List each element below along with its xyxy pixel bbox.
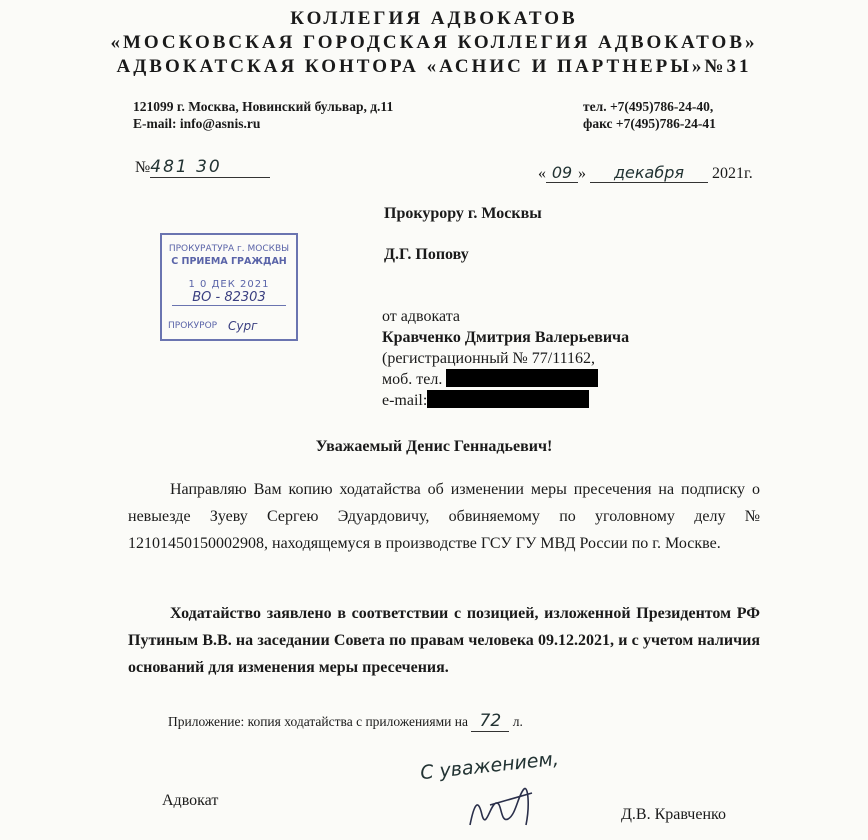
sender-email-label: e-mail: <box>382 392 428 409</box>
header-line-1: КОЛЛЕГИЯ АДВОКАТОВ <box>290 8 578 29</box>
stamp-department: С ПРИЕМА ГРАЖДАН <box>171 256 287 267</box>
redacted-email <box>427 390 589 408</box>
body-paragraph-2: Ходатайство заявлено в соответствии с позицией, изложенной Президентом РФ Путиным В.В. на заседании Совета по правам человека 09.12.2021, и с учетом наличия оснований для изменения меры пресечения. <box>128 605 760 676</box>
outgoing-number <box>135 157 270 178</box>
attachment-pages: 72 <box>471 711 509 732</box>
outgoing-number-value: 481 30 <box>150 157 270 178</box>
header-line-2: «МОСКОВСКАЯ ГОРОДСКАЯ КОЛЛЕГИЯ АДВОКАТОВ» <box>110 32 758 53</box>
office-fax: факс +7(495)786-24-41 <box>583 116 716 131</box>
date-quote-close: » <box>578 165 586 182</box>
sender-phone-row <box>382 369 629 390</box>
office-email: E-mail: info@asnis.ru <box>133 116 261 131</box>
handwritten-signature <box>460 775 550 835</box>
office-phones-block <box>583 98 716 132</box>
outgoing-date <box>538 163 753 183</box>
handwritten-closing: С уважением, <box>419 747 560 785</box>
body-paragraph-1: Направляю Вам копию ходатайства об изменении меры пресечения на подписку о невыезде Зуеву Сергею Эдуардовичу, обвиняемому по уголовному делу № 12101450150002908, находящемуся в производстве ГСУ ГУ МВД России по г. Москве. <box>128 481 760 552</box>
stamp-prosecutor-label: ПРОКУРОР <box>168 321 218 331</box>
recipient-name: Д.Г. Попову <box>384 246 469 263</box>
sender-phone-label: моб. тел. <box>382 371 443 388</box>
stamp-date: 1 0 ДЕК 2021 <box>188 279 270 290</box>
attachment-line <box>168 711 523 732</box>
office-phone: тел. +7(495)786-24-40, <box>583 99 714 114</box>
date-quote-open: « <box>538 165 546 182</box>
stamp-signature: Сург <box>228 319 258 333</box>
attachment-suffix: л. <box>512 714 523 729</box>
signature-name: Д.В. Кравченко <box>621 806 726 823</box>
stamp-registration-number: ВО - 82303 <box>172 290 286 306</box>
sender-intro: от адвоката <box>382 308 460 325</box>
recipient-title: Прокурору г. Москвы <box>384 205 542 222</box>
date-year: 2021г. <box>712 165 753 182</box>
incoming-registration-stamp <box>160 233 298 341</box>
sender-email-row <box>382 390 629 411</box>
office-address-block <box>133 98 393 132</box>
sender-name: Кравченко Дмитрия Валерьевича <box>382 329 630 346</box>
date-day: 09 <box>546 163 578 183</box>
sender-block <box>382 306 629 411</box>
office-address: 121099 г. Москва, Новинский бульвар, д.11 <box>133 99 394 114</box>
redacted-phone <box>446 369 598 387</box>
sender-registration: (регистрационный № 77/11162, <box>382 350 596 367</box>
stamp-office: ПРОКУРАТУРА г. МОСКВЫ <box>168 244 290 254</box>
signature-role: Адвокат <box>162 792 219 809</box>
attachment-prefix: Приложение: копия ходатайства с приложениями на <box>168 714 468 729</box>
number-prefix: № <box>135 159 151 176</box>
salutation: Уважаемый Денис Геннадьевич! <box>315 438 553 455</box>
date-month: декабря <box>590 163 708 183</box>
header-line-3: АДВОКАТСКАЯ КОНТОРА «АСНИС И ПАРТНЕРЫ»№31 <box>116 56 752 77</box>
